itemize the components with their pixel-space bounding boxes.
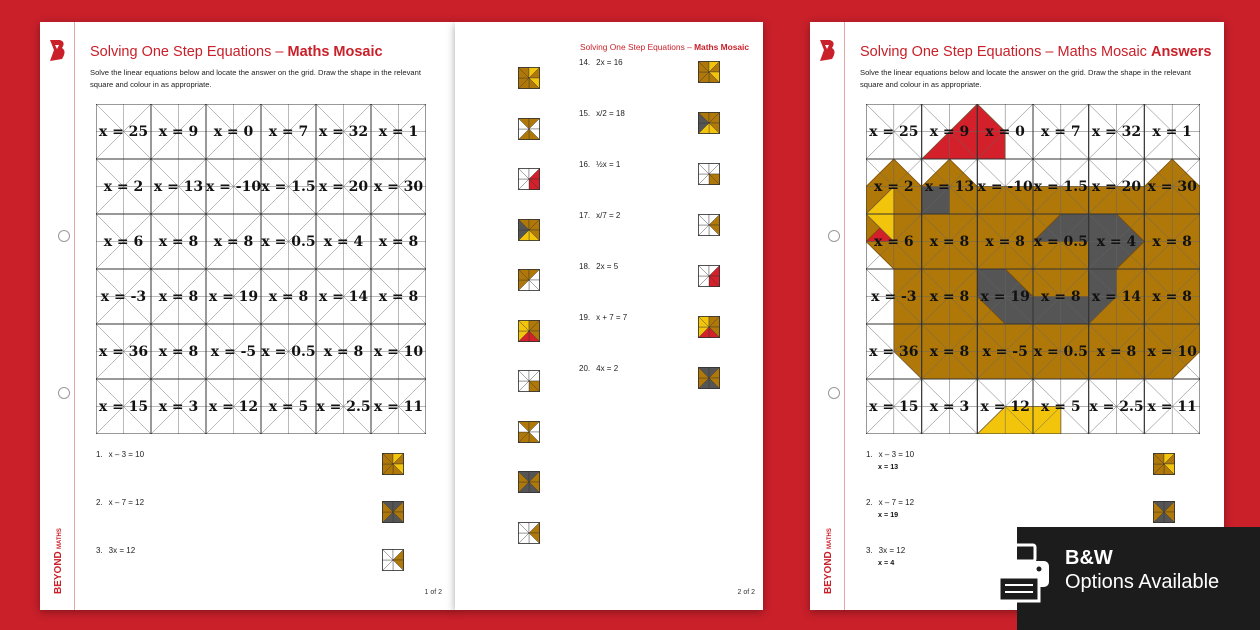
grid-cell-label: x = 13 — [153, 178, 204, 195]
grid-cell-label: x = 0.5 — [261, 233, 316, 250]
grid-cell-label: x = 13 — [924, 178, 975, 195]
printer-icon — [985, 543, 1057, 605]
badge-title: B&W — [1065, 547, 1113, 569]
mosaic-tile-icon — [518, 67, 540, 89]
grid-cell-label: x = 9 — [158, 123, 199, 140]
mosaic-tile-icon — [1153, 501, 1175, 523]
grid-cell-label: x = 32 — [318, 123, 369, 140]
mosaic-grid — [96, 104, 426, 434]
grid-cell-label: x = 8 — [1041, 288, 1081, 305]
grid-cell-label: x = 8 — [378, 233, 419, 250]
binder-hole — [58, 387, 70, 399]
grid-cell-label: x = 5 — [1041, 398, 1081, 415]
grid-cell-label: x = 2 — [874, 178, 914, 195]
page-title: Solving One Step Equations – Maths Mosaic — [580, 42, 749, 52]
grid-cell-label: x = 0 — [213, 123, 254, 140]
answer-question-item: 2. x – 7 = 12 — [866, 498, 915, 507]
answer-value: x = 13 — [878, 462, 899, 471]
svg-text:MATHS: MATHS — [827, 528, 833, 549]
bw-options-badge[interactable] — [1017, 527, 1260, 630]
grid-cell-label: x = 36 — [98, 343, 149, 360]
grid-cell-label: x = 14 — [1091, 288, 1142, 305]
badge-subtitle: Options Available — [1065, 571, 1220, 593]
grid-cell-label: x = 19 — [208, 288, 259, 305]
question-item: 18. 2x = 5 — [579, 262, 619, 271]
mosaic-tile-icon — [1153, 453, 1175, 475]
grid-cell-label: x = 8 — [158, 343, 199, 360]
grid-cell-label: x = 12 — [208, 398, 259, 415]
grid-cell-label: x = 19 — [980, 288, 1030, 305]
question-item: 3. 3x = 12 — [96, 546, 136, 555]
grid-cell-label: x = 1.5 — [261, 178, 316, 195]
grid-cell-label: x = 36 — [869, 343, 919, 360]
grid-cell-label: x = 8 — [378, 288, 419, 305]
grid-cell-label: x = 8 — [1152, 233, 1192, 250]
grid-cell-label: x = 7 — [1041, 123, 1081, 140]
answer-value: x = 4 — [878, 558, 895, 567]
grid-cell-label: x = 8 — [929, 233, 970, 250]
mosaic-tile-icon — [698, 163, 720, 185]
grid-cell-label: x = 0.5 — [1033, 343, 1088, 360]
answers-page — [810, 22, 1224, 610]
grid-cell-label: x = -5 — [210, 343, 257, 360]
question-item: 20. 4x = 2 — [579, 364, 619, 373]
mosaic-tile-icon — [518, 421, 540, 443]
grid-cell-label: x = 1 — [1152, 123, 1192, 140]
grid-cell-label: x = 4 — [1096, 233, 1137, 250]
mosaic-tile-icon — [518, 269, 540, 291]
grid-cell-label: x = 6 — [103, 233, 144, 250]
mosaic-tile-icon — [382, 549, 404, 571]
mosaic-tile-icon — [698, 112, 720, 134]
grid-cell-label: x = 2 — [103, 178, 144, 195]
grid-cell-label: x = 8 — [1096, 343, 1137, 360]
mosaic-tile-icon — [382, 501, 404, 523]
grid-cell-label: x = 30 — [373, 178, 424, 195]
grid-cell-label: x = 8 — [268, 288, 309, 305]
mosaic-tile-icon — [518, 118, 540, 140]
grid-cell-label: x = 11 — [1147, 398, 1197, 415]
grid-cell-label: x = 15 — [98, 398, 149, 415]
grid-cell-label: x = 4 — [323, 233, 364, 250]
page-number: 1 of 2 — [424, 589, 442, 596]
question-item: 16. ½x = 1 — [579, 160, 621, 169]
grid-cell-label: x = 10 — [1147, 343, 1197, 360]
grid-cell-label: x = 11 — [373, 398, 424, 415]
grid-cell-label: x = 2.5 — [1089, 398, 1144, 415]
grid-cell-label: x = 20 — [318, 178, 369, 195]
question-item: 17. x/7 = 2 — [579, 211, 621, 220]
grid-cell-label: x = -3 — [871, 288, 917, 305]
mosaic-tile-icon — [518, 370, 540, 392]
page-title: Solving One Step Equations – Maths Mosaic — [90, 44, 383, 60]
grid-cell-label: x = 14 — [318, 288, 369, 305]
mosaic-tile-icon — [698, 367, 720, 389]
grid-cell-label: x = 5 — [268, 398, 309, 415]
beyond-maths-brand — [814, 516, 840, 596]
grid-cell-label: x = 25 — [98, 123, 149, 140]
grid-cell-label: x = 8 — [323, 343, 364, 360]
grid-cell-label: x = 8 — [985, 233, 1025, 250]
answer-question-item: 1. x – 3 = 10 — [866, 450, 915, 459]
instructions: Solve the linear equations below and locate the answer on the grid. Draw the shape in the relevant square and colour in as appropriate. — [860, 68, 1191, 89]
beyond-logo-icon — [46, 38, 68, 62]
grid-cell-label: x = 0 — [985, 123, 1025, 140]
beyond-logo-icon — [816, 38, 838, 62]
grid-cell-label: x = 8 — [158, 233, 199, 250]
grid-cell-label: x = 25 — [869, 123, 919, 140]
grid-cell-label: x = 0.5 — [261, 343, 316, 360]
grid-cell-label: x = 0.5 — [1033, 233, 1088, 250]
grid-cell-label: x = 8 — [929, 343, 970, 360]
grid-cell-label: x = 20 — [1091, 178, 1142, 195]
grid-cell-label: x = 10 — [373, 343, 424, 360]
grid-cell-label: x = 12 — [980, 398, 1030, 415]
svg-text:MATHS: MATHS — [57, 528, 63, 549]
mosaic-tile-icon — [698, 265, 720, 287]
worksheet-page-1 — [40, 22, 456, 610]
binder-hole — [828, 230, 840, 242]
mosaic-tile-icon — [518, 471, 540, 493]
instructions: Solve the linear equations below and locate the answer on the grid. Draw the shape in the relevant square and colour in as appropriate. — [90, 68, 421, 89]
grid-cell-label: x = 2.5 — [316, 398, 371, 415]
answer-value: x = 19 — [878, 510, 899, 519]
mosaic-tile-icon — [698, 61, 720, 83]
page-title: Solving One Step Equations – Maths Mosaic Answers — [860, 44, 1212, 60]
grid-cell-label: x = -10 — [977, 178, 1033, 195]
mosaic-tile-icon — [518, 522, 540, 544]
grid-cell-label: x = 9 — [929, 123, 970, 140]
question-item: 19. x + 7 = 7 — [579, 313, 628, 322]
binder-hole — [58, 230, 70, 242]
grid-cell-label: x = -10 — [205, 178, 262, 195]
question-item: 15. x/2 = 18 — [579, 109, 625, 118]
beyond-maths-brand — [44, 516, 70, 596]
grid-cell-label: x = 8 — [158, 288, 199, 305]
mosaic-tile-icon — [518, 168, 540, 190]
mosaic-tile-icon — [698, 316, 720, 338]
grid-cell-label: x = 7 — [268, 123, 309, 140]
grid-cell-label: x = 8 — [929, 288, 970, 305]
grid-cell-label: x = 1.5 — [1033, 178, 1088, 195]
mosaic-tile-icon — [518, 219, 540, 241]
question-item: 1. x – 3 = 10 — [96, 450, 145, 459]
mosaic-tile-icon — [518, 320, 540, 342]
question-item: 14. 2x = 16 — [579, 58, 623, 67]
mosaic-tile-icon — [698, 214, 720, 236]
grid-cell-label: x = 3 — [158, 398, 199, 415]
grid-cell-label: x = 32 — [1091, 123, 1142, 140]
grid-cell-label: x = 15 — [869, 398, 919, 415]
grid-cell-label: x = 1 — [378, 123, 419, 140]
grid-cell-label: x = 3 — [929, 398, 970, 415]
question-item: 2. x – 7 = 12 — [96, 498, 145, 507]
mosaic-tile-icon — [382, 453, 404, 475]
worksheet-page-2 — [455, 22, 763, 610]
grid-cell-label: x = 8 — [1152, 288, 1192, 305]
binder-hole — [828, 387, 840, 399]
grid-cell-label: x = -3 — [100, 288, 147, 305]
mosaic-grid-answers — [866, 104, 1200, 434]
grid-cell-label: x = 30 — [1147, 178, 1197, 195]
svg-text:BEYOND: BEYOND — [823, 551, 834, 594]
answer-question-item: 3. 3x = 12 — [866, 546, 906, 555]
svg-text:BEYOND: BEYOND — [53, 551, 64, 594]
grid-cell-label: x = 6 — [874, 233, 914, 250]
grid-cell-label: x = 8 — [213, 233, 254, 250]
grid-cell-label: x = -5 — [982, 343, 1028, 360]
page-number: 2 of 2 — [737, 589, 755, 596]
